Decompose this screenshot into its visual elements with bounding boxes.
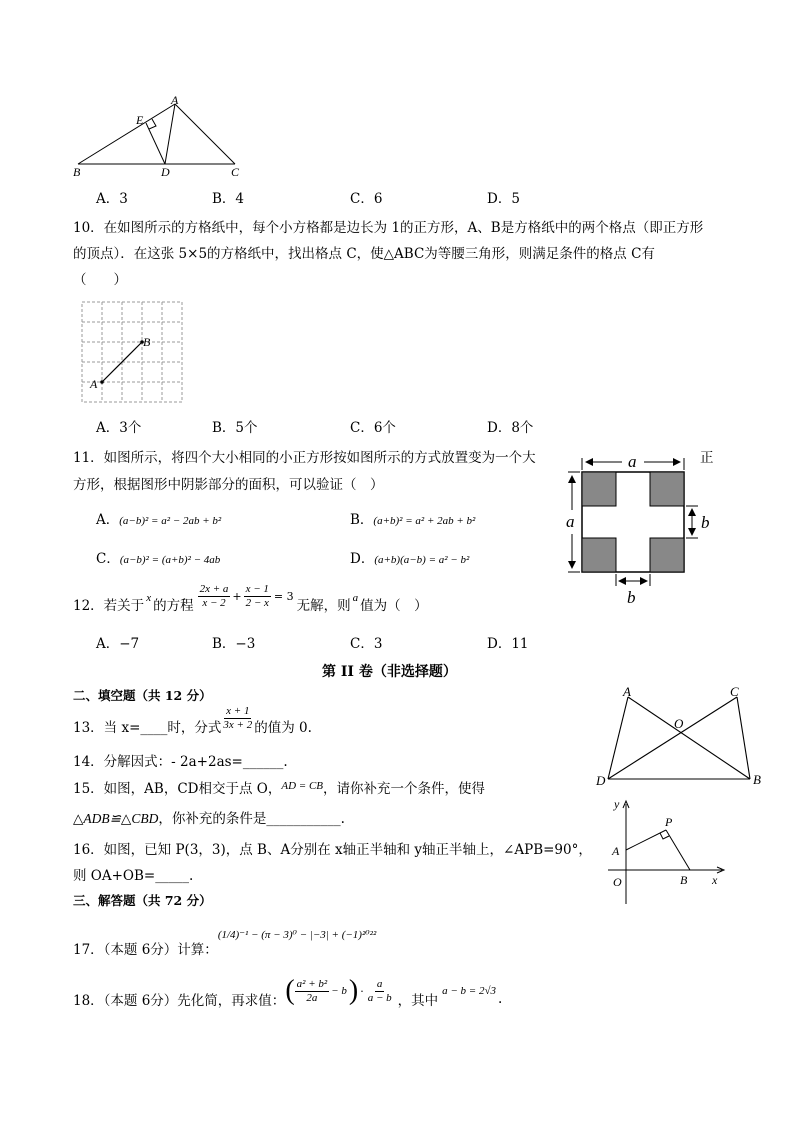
option-prefix: B． <box>350 512 374 528</box>
q11-line-2: 方形，根据图形中阴影部分的面积，可以验证（ ） <box>73 477 384 493</box>
fig-label-D: D <box>596 773 606 788</box>
fig-label-C: C <box>730 684 739 699</box>
fig-label-b-right: b <box>701 513 710 532</box>
option-prefix: C． <box>96 551 120 567</box>
q15-text-a: 15．如图，AB，CD相交于点 O， <box>73 781 282 797</box>
q12-suffix-1: 无解，则 <box>296 598 351 614</box>
q12-option-d: D．11 <box>487 636 529 652</box>
option-expr: (a+b)(a−b) = a² − b² <box>374 554 470 566</box>
q10-option-a: A．3个 <box>96 420 142 436</box>
q15-text-c: ，你补充的条件是___________. <box>158 811 345 827</box>
q11-option-a <box>96 508 221 528</box>
q12-fraction-1 <box>198 583 231 610</box>
fig-label-A: A <box>171 94 179 107</box>
fig-label-B: B <box>680 873 688 887</box>
fraction-denominator: a − b <box>367 991 392 1004</box>
fig-label-y: y <box>614 798 620 811</box>
q12-var-a: a <box>352 592 359 604</box>
q18-dot: · <box>360 984 364 998</box>
q10-option-c: C．6个 <box>350 420 396 436</box>
q13-line <box>73 700 312 736</box>
q12-var: x <box>146 592 152 604</box>
fraction-numerator: x − 1 <box>245 582 269 595</box>
fraction-numerator: 2x + a <box>199 582 229 595</box>
fig-label-P: P <box>665 815 673 829</box>
q9-option-b: B．4 <box>212 191 245 207</box>
fraction-numerator: a² + b² <box>296 977 328 990</box>
fig-label-A: A <box>623 684 631 699</box>
option-expr: (a−b)² = a² − 2ab + b² <box>119 515 222 527</box>
q18-fraction-1 <box>295 978 330 1005</box>
q12-suffix-2: 值为（ ） <box>360 598 428 614</box>
fig-label-B: B <box>143 335 151 349</box>
q18-paren-open: ( <box>285 975 295 1006</box>
section-2-title: 第 II 卷（非选择题） <box>322 664 457 680</box>
fig-label-B: B <box>73 165 81 179</box>
fig-label-B: B <box>753 772 761 787</box>
fig-label-E: E <box>136 113 144 127</box>
q18-end: . <box>498 991 503 1007</box>
fig-label-a-top: a <box>628 452 637 471</box>
fig-label-a-left: a <box>566 512 575 531</box>
q10-option-d: D．8个 <box>487 420 534 436</box>
q12-line <box>73 584 428 624</box>
fraction-numerator: a <box>376 977 383 990</box>
fig-label-C: C <box>231 165 240 179</box>
fig-label-A: A <box>90 377 98 391</box>
fig-label-O: O <box>613 875 622 889</box>
q9-triangle-figure <box>70 94 250 180</box>
q11-squares-figure <box>556 448 716 608</box>
q10-line-2: 的顶点）．在这张 5×5的方格纸中，找出格点 C，使△ABC为等腰三角形，则满足条件的格点 C有 <box>73 246 655 262</box>
q16-line-1: 16．如图，已知 P(3，3)，点 B、A分别在 x轴正半轴和 y轴正半轴上，∠APB=90°， <box>73 842 592 858</box>
q18-minus-b: − b <box>331 985 347 997</box>
q15-condition: AD = CB <box>281 780 324 792</box>
q11-line-1: 11．如图所示，将四个大小相同的小正方形按如图所示的方式放置变为一个大 <box>73 450 536 466</box>
fraction-denominator: 2 − x <box>245 596 269 609</box>
q17-expression: (1/4)⁻¹ − (π − 3)⁰ − |−3| + (−1)²⁰²² <box>217 928 377 941</box>
fraction-denominator: x − 2 <box>202 596 226 609</box>
option-expr: (a+b)² = a² + 2ab + b² <box>373 515 476 527</box>
q13-text-a: 13．当 x=____时，分式 <box>73 720 222 736</box>
fig-label-x: x <box>712 873 718 887</box>
fig-label-A: A <box>612 844 620 858</box>
q17-line <box>73 914 376 958</box>
q10-option-b: B．5个 <box>212 420 258 436</box>
q10-line-3: （ ） <box>73 272 127 288</box>
q15-text-b: ，请你补充一个条件，使得 <box>323 781 486 797</box>
q9-option-c: C．6 <box>350 191 383 207</box>
fig-label-D: D <box>161 165 170 179</box>
q15-line-1 <box>73 777 485 797</box>
q12-plus: + <box>232 589 242 603</box>
q18-line <box>73 966 502 1016</box>
q12-option-a: A．−7 <box>96 636 140 652</box>
q16-line-2: 则 OA+OB=_____. <box>73 868 194 884</box>
q12-prefix: 12．若关于 <box>73 598 145 614</box>
q18-condition: a − b = 2√3 <box>442 985 497 997</box>
q9-option-d: D．5 <box>487 191 520 207</box>
q15-line-2 <box>73 807 345 827</box>
part-3-heading: 三、解答题（共 72 分） <box>73 893 212 908</box>
fraction-denominator: 2a <box>306 991 318 1004</box>
q18-prefix: 18．（本题 6分）先化简，再求值： <box>73 993 286 1009</box>
q11-line-1-end: 正 <box>700 450 714 466</box>
q12-option-b: B．−3 <box>212 636 256 652</box>
fig-label-O: O <box>674 716 684 731</box>
q18-paren-close: ) <box>348 975 359 1006</box>
q13-text-b: 的值为 0. <box>254 720 312 736</box>
q17-prefix: 17．（本题 6分）计算： <box>73 942 218 958</box>
q12-mid: 的方程 <box>153 598 194 614</box>
fraction-numerator: x + 1 <box>226 704 250 717</box>
q11-option-c <box>96 547 220 567</box>
q10-line-1: 10．在如图所示的方格纸中，每个小方格都是边长为 1的正方形，A、B是方格纸中的两个格点（即正方形 <box>73 220 704 236</box>
q18-fraction-2 <box>366 978 394 1005</box>
q11-option-b <box>350 508 475 528</box>
q15-crossing-figure <box>592 684 774 794</box>
q12-fraction-2 <box>244 583 271 610</box>
fig-label-b-bottom: b <box>627 588 636 607</box>
q12-option-c: C．3 <box>350 636 383 652</box>
q11-option-d <box>350 547 469 567</box>
option-expr: (a−b)² = (a+b)² − 4ab <box>119 554 221 566</box>
part-2-heading: 二、填空题（共 12 分） <box>73 688 212 703</box>
fraction-denominator: 3x + 2 <box>223 718 253 731</box>
q16-axes-figure <box>604 798 734 910</box>
q10-grid-figure <box>80 300 190 406</box>
q13-fraction <box>221 705 254 732</box>
option-prefix: A． <box>96 512 120 528</box>
q18-mid: ，其中 <box>397 993 439 1009</box>
q12-equals: = 3 <box>273 589 294 603</box>
q9-option-a: A．3 <box>96 191 128 207</box>
option-prefix: D． <box>350 551 375 567</box>
q15-congruence: △ADB≌△CBD <box>73 811 159 826</box>
q14-line: 14．分解因式：- 2a+2as=______. <box>73 754 288 770</box>
